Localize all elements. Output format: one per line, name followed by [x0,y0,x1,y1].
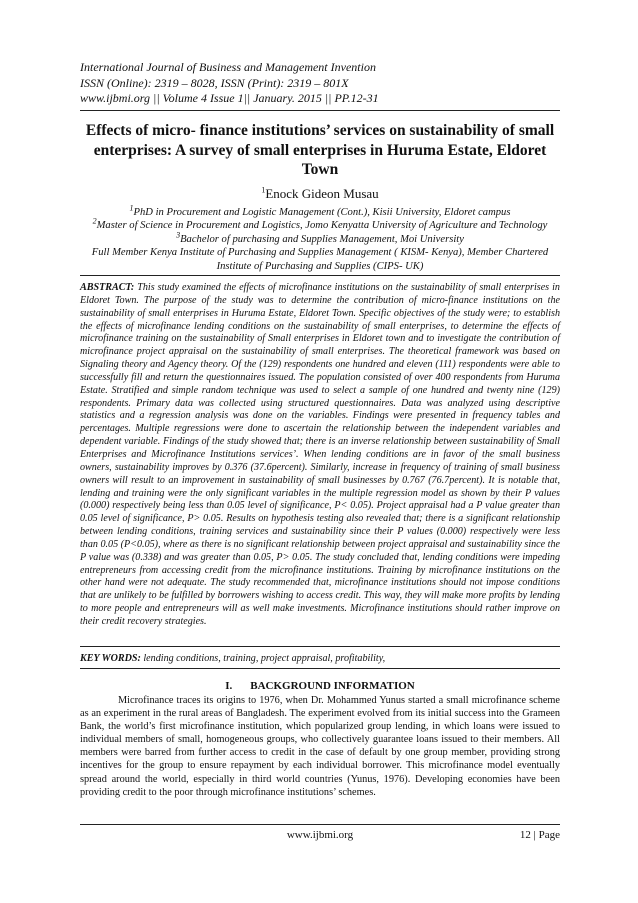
section-title: BACKGROUND INFORMATION [250,680,415,692]
abstract-text: This study examined the effects of microfinance institutions on the sustainability of small enterprises in Eldoret Town. The purpose of the study was to determine the contribution of micro-finance institutions on the sustainability of small enterprises in Huruma Estate, Eldoret Town. Specific objectives of the study were; to establish the effects of microfinance lending conditions on the sustainability of small enterprises, to determine the effects of microfinance training on the sustainability of Small enterprises in Eldoret town and to investigate the contribution of microfinance project appraisal on the sustainability of small enterprises. The theoretical framework was based on Signaling theory and Agency theory. Of the (129) respondents one hundred and eleven (111) respondents were able to successfully fill and return the questionnaires issued. The population consisted of over 400 respondents from Huruma Estate. Stratified and simple random technique was used to select a sample of one hundred and twenty nine (129) respondents. Primary data was collected using structured questionnaires. Data was analyzed using descriptive statistics and a regression analysis was done on the variables. Findings were presented in frequency tables and percentages. Multiple regressions were done to ascertain the relationship between the independent variables and dependent variable. Findings of the study showed that; there is an inverse relationship between sustainability of Small Enterprises and Microfinance Institutions services’. When lending conditions are in favor of the small business owners, sustainability improves by 0.376 (37.6percent). Similarly, increase in frequency of training of small business owners will result to an improvement in sustainability of small businesses by 0.767 (76.7percent). It is notable that, lending and training were the only significant variables in the multiple regression model as shown by their P values (0.000) respectively being less than 0.05 level of significance, P< 0.05). Project appraisal had a P value greater than 0.05 level of significance, P> 0.05. Results on hypothesis testing also revealed that; there is a significant relationship between lending conditions, training services and sustainability since their P values (0.000) respectively were less than 0.05 (P<0.05), where as there is no significant relationship between project appraisal and sustainability since the P value was (0.338) and was greater than 0.05, P> 0.05. The study concluded that, lending conditions were impeding entrepreneurs from accessing credit from the microfinance institutions. Training by microfinance institutions on the other hand were not adequate. The study recommended that, microfinance institutions should not impose conditions that are unlikely to be fulfilled by borrowers wishing to access credit. This way, they will make more profits by lending to more people and entrepreneurs will as well make investments. Microfinance institutions should rather improve on their credit recovery strategies. [80,282,560,627]
affiliation-text: Institute of Purchasing and Supplies (CIPS- UK) [216,260,424,272]
affiliation-line [60,246,580,259]
affiliation-sup: 2 [92,216,97,226]
author-sup: 1 [261,185,266,195]
affiliation-sup: 3 [176,230,181,240]
journal-issn: ISSN (Online): 2319 – 8028, ISSN (Print): 2319 – 801X [80,75,349,90]
abstract-label: ABSTRACT: [80,282,135,293]
affiliation-text: Bachelor of purchasing and Supplies Management, Moi University [180,233,464,245]
section-heading [80,680,560,693]
section-number: I. [225,680,233,692]
affiliation-text: PhD in Procurement and Logistic Management (Cont.), Kisii University, Eldoret campus [133,207,511,218]
section-paragraph [80,694,560,799]
footer-page-number: 12 | Page [519,829,560,841]
journal-header [80,60,560,107]
affiliation-text: Full Member Kenya Institute of Purchasing and Supplies Management ( KISM- Kenya), Member Chartered [91,247,549,259]
keywords [80,652,560,665]
abstract-bottom-rule [80,646,560,647]
keywords-rule [80,668,560,669]
author-name: Enock Gideon Musau [265,186,379,201]
affiliation-line [60,260,580,273]
affiliations [60,203,580,273]
affiliation-line [60,203,580,219]
abstract-top-rule [80,275,560,276]
affiliation-line [60,230,580,246]
keywords-label: KEY WORDS: [80,653,141,664]
keywords-text: lending conditions, training, project appraisal, profitability, [140,653,386,664]
paragraph-text: Microfinance traces its origins to 1976, when Dr. Mohammed Yunus started a small microfinance scheme as an experiment in the rural areas of Bangladesh. The experiment evolved from its initial success into the Grameen Bank, the world’s first microfinance institution, which popularized group lending, in which loans were issued to individual members of small, homogeneous groups, who collectively guarantee loans issued to their members. All members were barred from further access to credit in the case of default by one group member, providing strong incentives for the group to ensure repayment by each individual borrower. This microfinance model eventually spread around the world, especially in third world countries (Yunus, 1976). Developing economies have been providing credit to the poor through microfinance institutions’ schemes. [80,695,560,798]
affiliation-text: Master of Science in Procurement and Logistics, Jomo Kenyatta University of Agriculture and Technology [96,220,548,232]
affiliation-sup: 1 [129,203,134,213]
footer-rule [80,824,560,825]
abstract [80,282,560,629]
journal-name: International Journal of Business and Management Invention [80,60,376,74]
header-rule [80,110,560,111]
footer-website: www.ijbmi.org [286,829,354,841]
author-line [80,186,560,202]
affiliation-line [60,216,580,232]
paper-title: Effects of micro- finance institutions’ services on sustainability of small enterprises: A survey of small enterprises in Huruma Estate, Eldoret Town [85,122,555,178]
journal-details: www.ijbmi.org || Volume 4 Issue 1|| January. 2015 || PP.12-31 [80,91,379,105]
